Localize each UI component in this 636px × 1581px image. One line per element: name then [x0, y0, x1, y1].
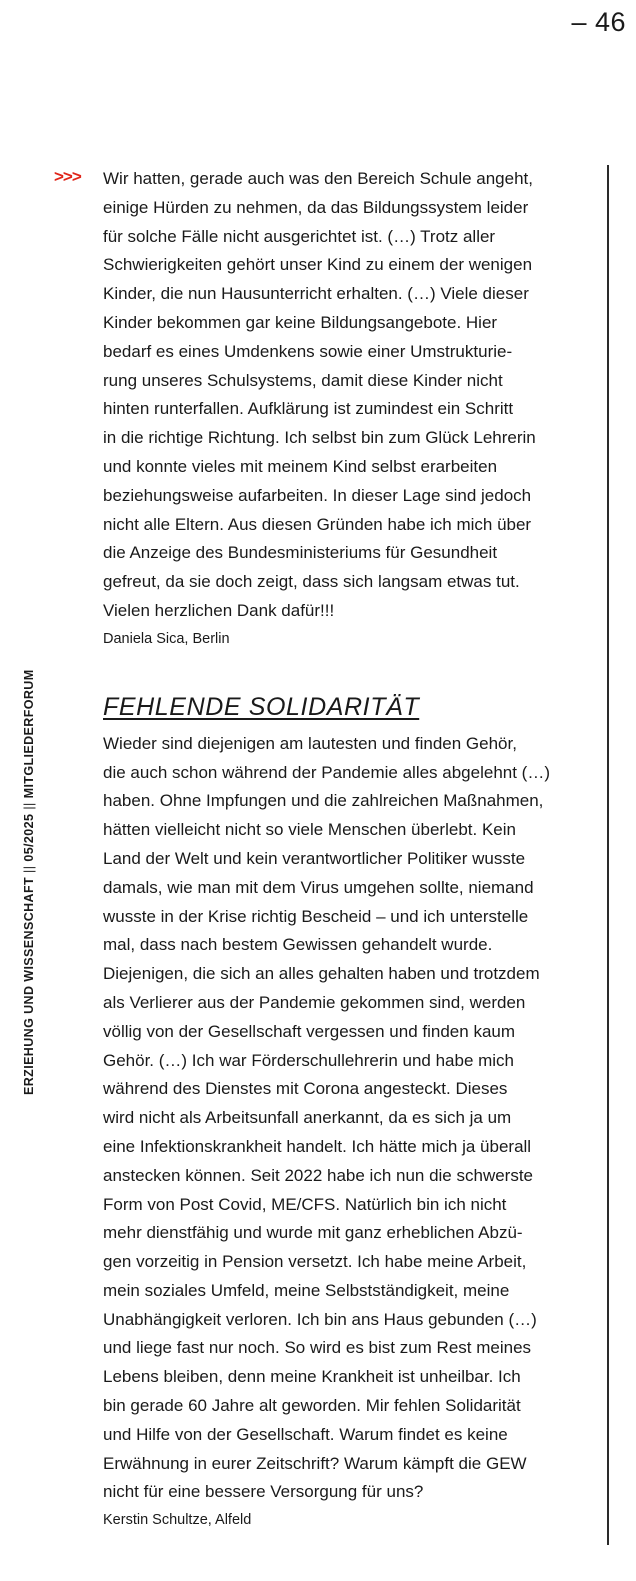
text-line: wird nicht als Arbeitsunfall anerkannt, da es sich ja um — [103, 1108, 512, 1128]
text-line: gefreut, da sie doch zeigt, dass sich langsam etwas tut. — [103, 572, 520, 592]
text-line: für solche Fälle nicht ausgerichtet ist. (…) Trotz aller — [103, 226, 496, 246]
section-name: MITGLIEDERFORUM — [22, 669, 36, 799]
text-line: gen vorzeitig in Pension versetzt. Ich habe meine Arbeit, — [103, 1252, 527, 1272]
text-line: Wieder sind diejenigen am lautesten und finden Gehör, — [103, 733, 517, 753]
page-number: – 46 — [571, 7, 626, 37]
letter-2-heading: FEHLENDE SOLIDARITÄT — [103, 692, 420, 721]
text-line: haben. Ohne Impfungen und die zahlreichen Maßnahmen, — [103, 791, 544, 811]
text-line: Erwähnung in eurer Zeitschrift? Warum kämpft die GEW — [103, 1453, 527, 1473]
text-line: als Verlierer aus der Pandemie gekommen sind, werden — [103, 992, 526, 1012]
text-line: und Hilfe von der Gesellschaft. Warum findet es keine — [103, 1424, 508, 1444]
text-line: nicht für eine bessere Versorgung für uns? — [103, 1482, 424, 1502]
letter-1-author: Daniela Sica, Berlin — [103, 630, 230, 647]
text-line: Gehör. (…) Ich war Förderschullehrerin und habe mich — [103, 1050, 515, 1070]
text-line: Lebens bleiben, denn meine Krankheit ist unheilbar. Ich — [103, 1367, 521, 1387]
text-line: einige Hürden zu nehmen, da das Bildungssystem leider — [103, 197, 529, 217]
text-line: in die richtige Richtung. Ich selbst bin zum Glück Lehrerin — [103, 428, 536, 448]
text-line: rung unseres Schulsystems, damit diese Kinder nicht — [103, 370, 503, 390]
letters-column — [103, 165, 599, 1531]
text-line: hätten vielleicht nicht so viele Menschen überlebt. Kein — [103, 820, 516, 840]
text-line: Land der Welt und kein verantwortlicher Politiker wusste — [103, 848, 526, 868]
text-line: die auch schon während der Pandemie alles abgelehnt (…) — [103, 762, 550, 782]
sidebar-running-title — [22, 669, 36, 1095]
text-line: hinten runterfallen. Aufklärung ist zumindest ein Schritt — [103, 399, 514, 419]
text-line: während des Dienstes mit Corona angesteckt. Dieses — [103, 1079, 508, 1099]
text-line: mal, dass nach bestem Gewissen gehandelt wurde. — [103, 935, 493, 955]
text-line: Form von Post Covid, ME/CFS. Natürlich bin ich nicht — [103, 1194, 507, 1214]
text-line: nicht alle Eltern. Aus diesen Gründen habe ich mich über — [103, 514, 532, 534]
text-line: eine Infektionskrankheit handelt. Ich hätte mich ja überall — [103, 1136, 532, 1156]
letter-2 — [103, 690, 599, 1532]
text-line: bin gerade 60 Jahre alt geworden. Mir fehlen Solidarität — [103, 1396, 521, 1416]
column-rule — [607, 165, 609, 1545]
text-line: Wir hatten, gerade auch was den Bereich Schule angeht, — [103, 169, 533, 188]
text-line: Kinder bekommen gar keine Bildungsangebote. Hier — [103, 312, 498, 332]
text-line: völlig von der Gesellschaft vergessen und finden kaum — [103, 1021, 516, 1041]
text-line: und konnte vieles mit meinem Kind selbst erarbeiten — [103, 456, 498, 476]
letter-2-body — [103, 730, 599, 1508]
text-line: damals, wie man mit dem Virus umgehen sollte, niemand — [103, 877, 534, 897]
text-line: und liege fast nur noch. So wird es bist zum Rest meines — [103, 1338, 532, 1358]
text-line: beziehungsweise aufarbeiten. In dieser Lage sind jedoch — [103, 485, 532, 505]
letter-2-author: Kerstin Schultze, Alfeld — [103, 1512, 252, 1529]
text-line: die Anzeige des Bundesministeriums für Gesundheit — [103, 543, 498, 563]
text-line: mein soziales Umfeld, meine Selbstständigkeit, meine — [103, 1280, 510, 1300]
text-line: anstecken können. Seit 2022 habe ich nun die schwerste — [103, 1165, 534, 1185]
publication-title: ERZIEHUNG UND WISSENSCHAFT — [22, 876, 36, 1095]
separator: || — [22, 802, 36, 810]
text-line: Kinder, die nun Hausunterricht erhalten. (…) Viele dieser — [103, 284, 529, 304]
text-line: wusste in der Krise richtig Bescheid – und ich unterstelle — [103, 906, 529, 926]
text-line: bedarf es eines Umdenkens sowie einer Umstrukturie- — [103, 341, 513, 361]
issue-number: 05/2025 — [22, 813, 36, 862]
text-line: Schwierigkeiten gehört unser Kind zu einem der wenigen — [103, 255, 533, 275]
letter-1-body — [103, 165, 599, 626]
text-line: Vielen herzlichen Dank dafür!!! — [103, 600, 335, 620]
letter-marker: >>> — [54, 167, 81, 186]
text-line: Unabhängigkeit verloren. Ich bin ans Haus gebunden (…) — [103, 1309, 537, 1329]
letter-1 — [103, 165, 599, 650]
text-line: mehr dienstfähig und wurde mit ganz erheblichen Abzü- — [103, 1223, 523, 1243]
separator: || — [22, 865, 36, 873]
text-line: Diejenigen, die sich an alles gehalten haben und trotzdem — [103, 964, 540, 984]
